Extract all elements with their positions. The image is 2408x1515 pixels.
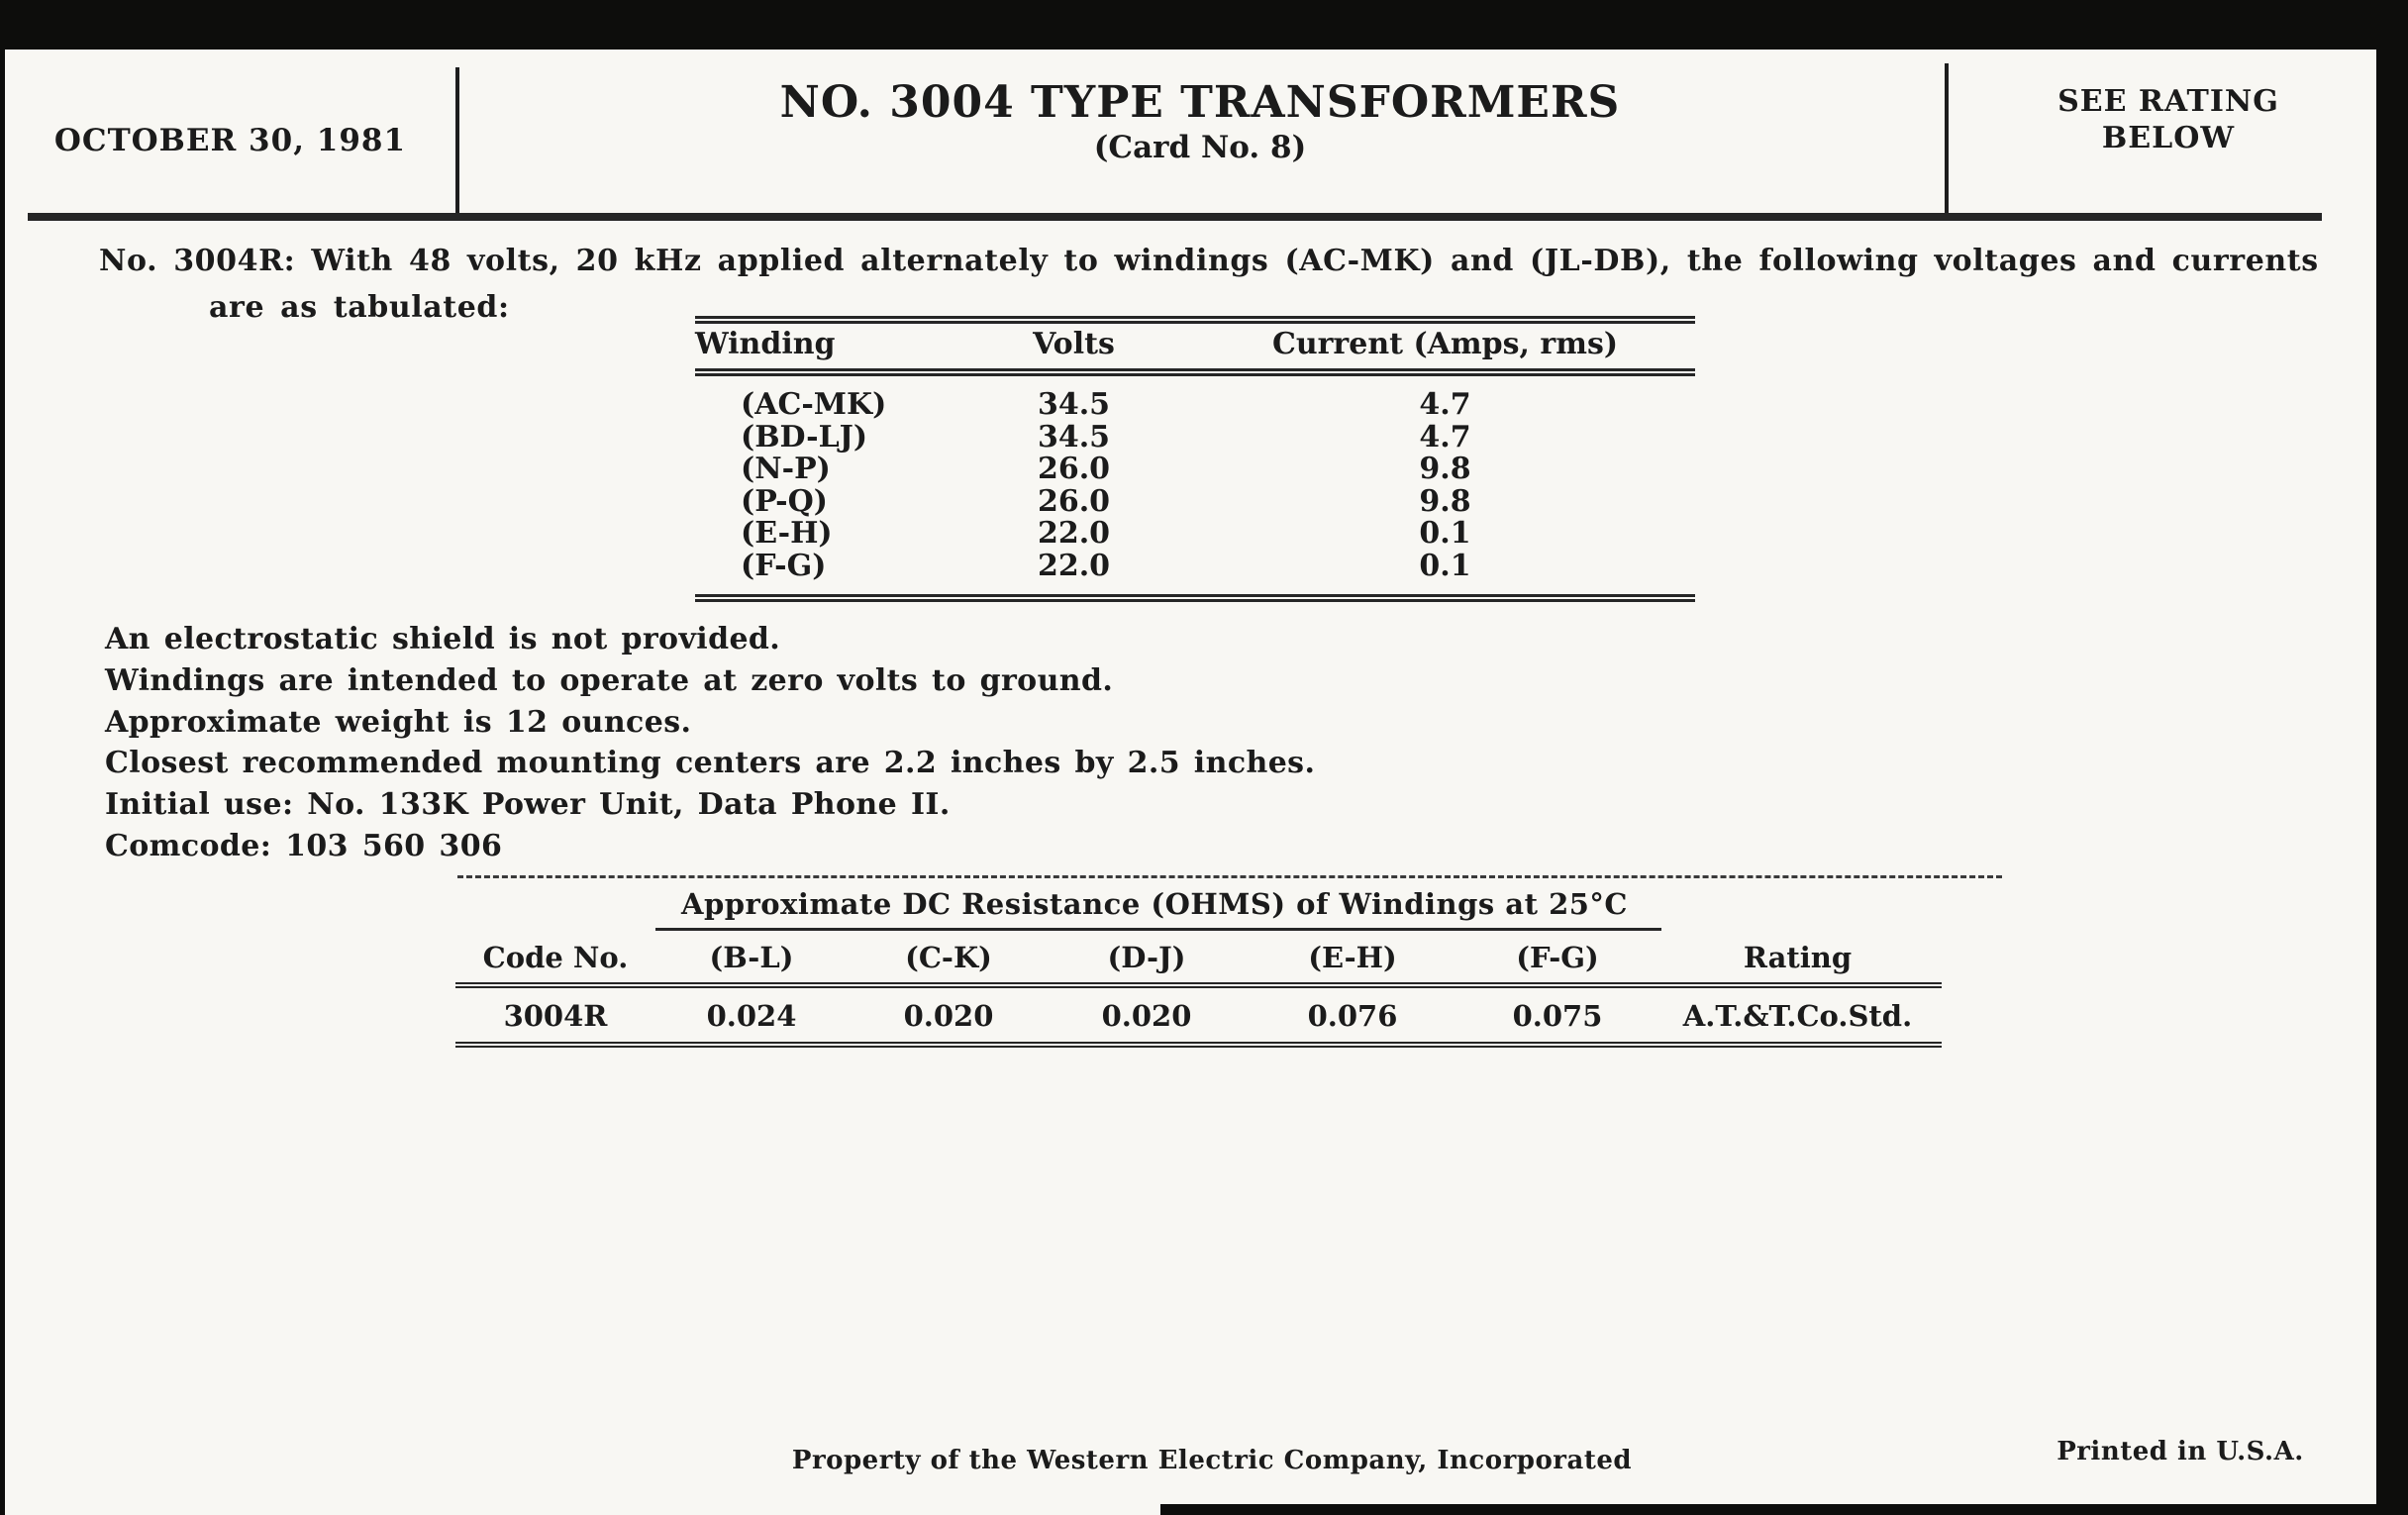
resistance-table-rule-top [457,875,2002,878]
resistance-table-title: Approximate DC Resistance (OHMS) of Windings at 25°C [680,887,1629,921]
current-cell: 0.1 [1419,548,1471,583]
notes-block [105,619,1315,867]
resistance-table-rule-bottom [455,1042,1942,1048]
note-weight: Approximate weight is 12 ounces. [105,704,692,740]
note-comcode: Comcode: 103 560 306 [105,828,503,863]
resistance-table [455,875,1942,1052]
rating-note [1960,83,2376,156]
dj-cell: 0.020 [1101,999,1192,1033]
header-divider-right [1945,63,1949,216]
table-row [695,454,1695,486]
table-row [695,419,1695,454]
table-row [695,548,1695,583]
card-number: (Card No. 8) [1093,130,1307,165]
winding-cell: (P-Q) [741,483,828,519]
resistance-table-header-row [455,940,1942,975]
winding-table-rule-top [695,316,1695,324]
winding-column-header: Winding [695,327,836,361]
dj-header: (D-J) [1107,941,1186,974]
eh-cell: 0.076 [1307,999,1398,1033]
header-rule [28,213,2322,221]
fg-header: (F-G) [1516,941,1599,974]
page-title: NO. 3004 TYPE TRANSFORMERS [779,77,1621,128]
current-cell: 4.7 [1419,419,1471,454]
fg-cell: 0.075 [1512,999,1603,1033]
winding-table-body [695,389,1695,583]
note-mounting: Closest recommended mounting centers are 2.2 inches by 2.5 inches. [105,746,1316,781]
winding-table-header-row [695,327,1695,361]
volts-cell: 26.0 [1037,452,1111,487]
intro-line-2: are as tabulated: [209,290,510,325]
current-cell: 9.8 [1419,452,1471,487]
winding-cell: (N-P) [741,452,831,487]
table-row [695,483,1695,519]
rating-header: Rating [1743,941,1853,974]
rating-cell: A.T.&T.Co.Std. [1682,999,1913,1033]
current-cell: 9.8 [1419,483,1471,519]
page-date: OCTOBER 30, 1981 [53,123,407,158]
code-no-cell: 3004R [503,999,608,1033]
note-shield: An electrostatic shield is not provided. [105,622,781,656]
bl-cell: 0.024 [706,999,797,1033]
winding-table-rule-bottom [695,594,1695,602]
resistance-table-rule-header [455,982,1942,988]
paper-card [5,50,2376,1515]
bl-header: (B-L) [709,941,794,974]
table-row [695,518,1695,551]
winding-cell: (AC-MK) [741,387,887,422]
table-row [455,998,1942,1034]
rating-note-line1: SEE RATING [2057,84,2279,119]
ck-cell: 0.020 [903,999,994,1033]
winding-table-rule-header [695,368,1695,376]
table-row [695,389,1695,422]
volts-cell: 26.0 [1037,483,1111,519]
winding-table [695,319,1695,608]
winding-cell: (BD-LJ) [741,419,868,454]
note-initial-use: Initial use: No. 133K Power Unit, Data Phone II. [105,787,951,823]
volts-cell: 22.0 [1037,548,1111,583]
note-windings: Windings are intended to operate at zero volts to ground. [105,662,1114,698]
volts-cell: 22.0 [1037,516,1111,552]
current-cell: 4.7 [1419,387,1471,422]
resistance-table-title-underline [655,928,1661,931]
eh-header: (E-H) [1308,941,1397,974]
scan-edge-strip [1160,1504,2376,1515]
current-cell: 0.1 [1419,516,1471,552]
winding-cell: (F-G) [741,548,827,583]
code-no-header: Code No. [482,941,629,974]
intro-line-1: No. 3004R: With 48 volts, 20 kHz applied alternately to windings (AC-MK) and (JL-DB), the following voltages and currents [99,244,2319,278]
volts-cell: 34.5 [1037,387,1111,422]
volts-column-header: Volts [1033,327,1115,361]
ck-header: (C-K) [905,941,992,974]
volts-cell: 34.5 [1037,419,1111,454]
current-column-header: Current (Amps, rms) [1271,327,1619,361]
winding-cell: (E-H) [741,516,833,552]
footer-property-line: Property of the Western Electric Company, Incorporated [791,1446,1633,1475]
rating-note-line2: BELOW [2101,121,2236,155]
footer-printed-line: Printed in U.S.A. [2057,1437,2304,1466]
